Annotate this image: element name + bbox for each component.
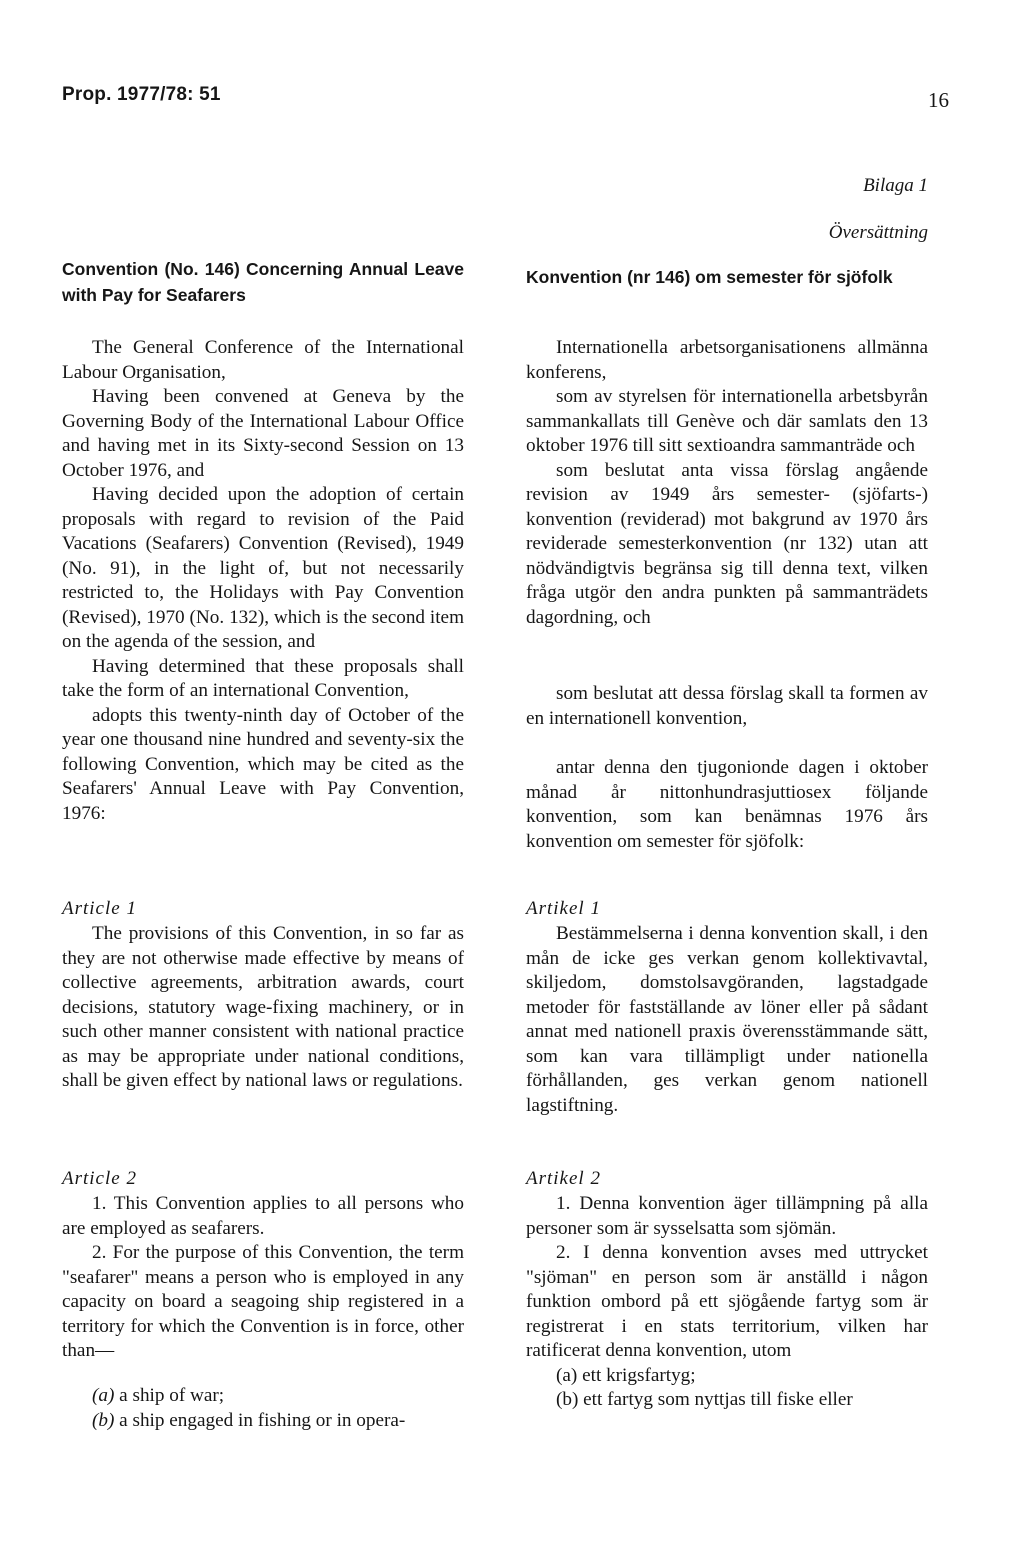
swedish-preamble-c bbox=[526, 756, 928, 854]
swedish-article2-item-b: (b) ett fartyg som nyttjas till fiske eller bbox=[556, 1389, 853, 1410]
english-preamble bbox=[62, 336, 464, 826]
english-article2-heading: Article 2 bbox=[62, 1168, 137, 1189]
english-article2-item-b bbox=[62, 1409, 464, 1434]
swedish-article1-paragraph: Bestämmelserna i denna konvention skall, i den mån de icke ges verkan genom kollektivavtal, skiljedom, domstolsavgöranden, lagstadgade metoder för fastställande av löner eller på sådant annat med nationell praxis överensstämmande sätt, som kan vara tillämpligt under nationella förhållanden, ges verkan genom nationell lagstiftning. bbox=[526, 923, 928, 1116]
appendix-label: Bilaga 1 bbox=[863, 175, 928, 196]
english-preamble-5: adopts this twenty-ninth day of October of the year one thousand nine hundred and seventy-six the following Convention, which may be cited as the Seafarers' Annual Leave with Pay Convention, 1976: bbox=[62, 704, 464, 824]
english-preamble-4: Having determined that these proposals shall take the form of an international Convention, bbox=[62, 655, 464, 701]
english-preamble-3: Having decided upon the adoption of certain proposals with regard to revision of the Paid Vacations (Seafarers) Convention (Revised), 1949 (No. 91), in the light of, but not necessarily restricted to, the Holidays with Pay Convention (Revised), 1970 (No. 132), which is the second item on the agenda of the session, and bbox=[62, 484, 464, 652]
swedish-preamble-1: Internationella arbetsorganisationens allmänna konferens, bbox=[526, 337, 928, 383]
english-item-b-text: a ship engaged in fishing or in opera- bbox=[114, 1409, 406, 1431]
swedish-article1-heading: Artikel 1 bbox=[526, 898, 601, 919]
english-article1-paragraph: The provisions of this Convention, in so far as they are not otherwise made effective by means of collective agreements, arbitration awards, court decisions, statutory wage-fixing machinery, or in such other manner consistent with national practice as may be appropriate under national conditions, shall be given effect by national laws or regulations. bbox=[62, 923, 464, 1091]
swedish-preamble-3: som beslutat anta vissa förslag angående revision av 1949 års semester- (sjöfarts-) konvention (reviderad) mot bakgrund av 1970 års reviderade semesterkonvention (nr 132) utan att nödvändigtvis begränsa sig till denna text, vilken fråga utgör den andra punkten på sammanträdets dagordning, och bbox=[526, 459, 928, 628]
translation-label: Översättning bbox=[828, 222, 928, 243]
swedish-article2-p2: 2. I denna konvention avses med uttrycket "sjöman" en person som är anställd i någon funktion ombord på ett sjögående fartyg som är registrerat i en stats territorium, vilken har ratificerat denna konvention, utom bbox=[526, 1242, 928, 1361]
english-title: Convention (No. 146) Concerning Annual Leave with Pay for Seafarers bbox=[62, 259, 464, 305]
swedish-article2-p1: 1. Denna konvention äger tillämpning på alla personer som är sysselsatta som sjömän. bbox=[526, 1193, 928, 1239]
english-item-a-label: (a) bbox=[92, 1385, 115, 1406]
english-item-b-label: (b) bbox=[92, 1409, 115, 1431]
english-preamble-2: Having been convened at Geneva by the Governing Body of the International Labour Office and having met in its Sixty-second Session on 13 October 1976, and bbox=[62, 386, 464, 481]
english-item-a-text: a ship of war; bbox=[114, 1385, 225, 1406]
swedish-article2-heading: Artikel 2 bbox=[526, 1168, 601, 1189]
swedish-preamble-2: som av styrelsen för internationella arbetsbyrån sammankallats till Genève och där samlats den 13 oktober 1976 till sitt sextioandra sammanträde och bbox=[526, 386, 928, 456]
swedish-article1-text bbox=[526, 922, 928, 1118]
english-article2-p1: 1. This Convention applies to all persons who are employed as seafarers. bbox=[62, 1193, 464, 1239]
swedish-preamble-b bbox=[526, 682, 928, 731]
english-article2-text bbox=[62, 1192, 464, 1364]
document-reference: Prop. 1977/78: 51 bbox=[62, 84, 221, 105]
english-article2-item-a bbox=[62, 1384, 464, 1409]
english-article1-text bbox=[62, 922, 464, 1094]
english-article1-heading: Article 1 bbox=[62, 898, 137, 919]
swedish-preamble-5: antar denna den tjugonionde dagen i oktober månad år nittonhundrasjuttiosex följande konvention, som kan benämnas 1976 års konvention om semester för sjöfolk: bbox=[526, 757, 928, 852]
swedish-preamble-a bbox=[526, 336, 928, 630]
page-number: 16 bbox=[928, 88, 949, 112]
swedish-title: Konvention (nr 146) om semester för sjöfolk bbox=[526, 267, 893, 287]
swedish-article2-text bbox=[526, 1192, 928, 1413]
english-preamble-1: The General Conference of the International Labour Organisation, bbox=[62, 337, 464, 383]
swedish-preamble-4: som beslutat att dessa förslag skall ta formen av en internationell konvention, bbox=[526, 683, 928, 729]
swedish-article2-item-a: (a) ett krigsfartyg; bbox=[556, 1364, 696, 1386]
english-article2-p2: 2. For the purpose of this Convention, the term "seafarer" means a person who is employed in any capacity on board a seagoing ship registered in a territory for which the Convention is in force, other than— bbox=[62, 1242, 464, 1361]
english-article2-list bbox=[62, 1384, 464, 1433]
